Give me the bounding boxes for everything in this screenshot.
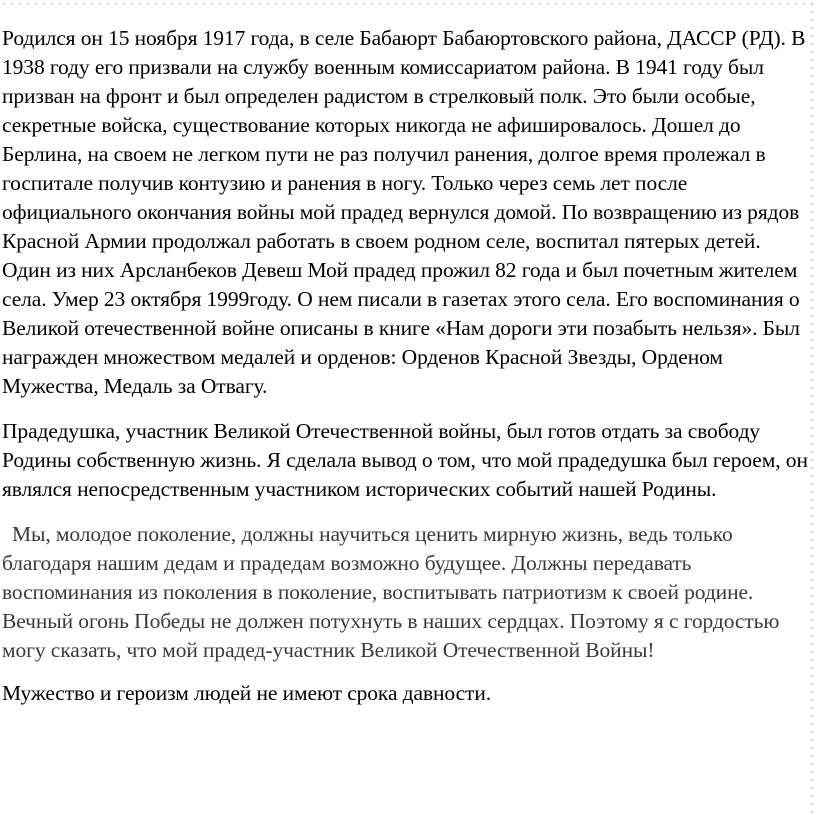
dotted-border-right <box>811 0 814 815</box>
dotted-border-top <box>0 2 816 5</box>
document-body <box>2 24 808 708</box>
paragraph-biography: Родился он 15 ноября 1917 года, в селе Бабаюрт Бабаюртовского района, ДАССР (РД). В 1938 году его призвали на службу военным комиссариатом района. В 1941 году был призван на фронт и был определен радистом в стрелковый полк. Это были особые, секретные войска, существование которых никогда не афишировалось. Дошел до Берлина, на своем не легком пути не раз получил ранения, долгое время пролежал в госпитале получив контузию и ранения в ногу. Только через семь лет после официального окончания войны мой прадед вернулся домой. По возвращению из рядов Красной Армии продолжал работать в своем родном селе, воспитал пятерых детей. Один из них Арсланбеков Девеш Мой прадед прожил 82 года и был почетным жителем села. Умер 23 октября 1999году. О нем писали в газетах этого села. Его воспоминания о Великой отечественной войне описаны в книге «Нам дороги эти позабыть нельзя». Был награжден множеством медалей и орденов: Орденов Красной Звезды, Орденом Мужества, Медаль за Отвагу. <box>2 26 806 398</box>
paragraph-generation <box>2 520 808 665</box>
paragraph-closing: Мужество и героизм людей не имеют срока давности. <box>2 681 492 705</box>
paragraph-conclusion: Прадедушка, участник Великой Отечественной войны, был готов отдать за свободу Родины собственную жизнь. Я сделала вывод о том, что мой прадедушка был героем, он являлся непосредственным участником исторических событий нашей Родины. <box>2 419 808 501</box>
paragraph-generation-text: Мы, молодое поколение, должны научиться ценить мирную жизнь, ведь только благодаря нашим дедам и прадедам возможно будущее. Должны передавать воспоминания из поколения в поколение, воспитывать патриотизм к своей родине. Вечный огонь Победы не должен потухнуть в наших сердцах. Поэтому я с гордостью могу сказать, что мой прадед-участник Великой Отечественной Войны! <box>2 522 780 662</box>
